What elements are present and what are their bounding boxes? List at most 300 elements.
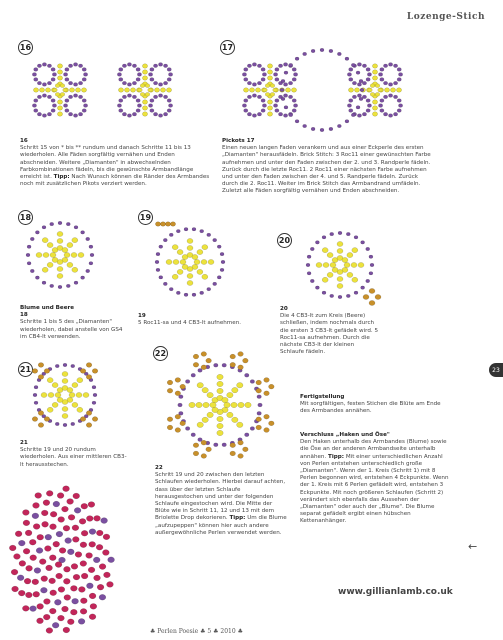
bead [243,358,249,363]
bead [37,64,41,68]
bead [167,417,173,422]
bead [170,222,175,226]
bead [275,99,279,103]
bead [148,73,152,77]
bead [327,253,333,258]
bead [207,287,211,290]
bead [372,112,377,116]
haken-tip: Mit einer unterschiedlichen Anzahl von Perlen entstehen unterschiedlich große „Diamanten". Wenn der 1. Kreis (Schritt 1) mit 8 Perlen begonnen wird, entstehen 4 Eckpunkte. Wenn der 1. Kreis mit 6 Perlen gefädelt wird, entstehen 3 Eckpunkte. Mit noch größeren Schlaufen (Schritt 2) verändert sich ebenfalls das Aussehen der „Diamanten" oder auch der „Blume". Die Blume separat gefädelt ergibt einen hübschen Kettenanhänger. [300,453,449,525]
bead [270,92,274,96]
bead [384,88,389,92]
bead [72,525,79,531]
bead [130,88,135,92]
bead [74,281,78,284]
bead [63,525,70,531]
bead [283,63,287,67]
bead [247,112,251,116]
bead [67,243,73,248]
bead [140,92,144,96]
bead [337,276,343,281]
caption-22-tip: Um die Blume „aufzupeppen" können hier auch andere außergewöhnliche Perlen verwendet werden. [155,515,287,536]
caption-20-text: Die 4 CB3-lt zum Kreis (Beere) schließen, indem nochmals durch die ersten 3 CB3-lt gefädelt wird. 5 Roc11-sa aufnehmen. Durch die nächste CB3-lt der kleinen Schlaufe fädeln. [280,313,379,356]
bead [142,76,147,80]
caption-step-17 [222,138,434,196]
bead [156,252,160,255]
bead [201,440,207,445]
bead [323,262,329,267]
bead [68,95,72,99]
bead [142,100,147,104]
bead [25,530,32,536]
bead [275,68,279,72]
bead [258,403,262,407]
bead [65,109,69,113]
bead [32,73,36,77]
bead [182,264,188,269]
caption-16-tip: Nach Wunsch können die Ränder des Armbandes noch mit zusätzlichen Pikots verziert werden. [20,174,210,188]
bead [252,94,256,98]
bead [153,64,157,68]
bead [222,397,228,402]
bead [347,104,351,108]
bead [349,99,353,103]
bead [163,64,167,68]
bead [75,88,80,92]
bead [362,64,366,68]
bead [201,365,207,370]
bead [167,68,171,72]
bead [252,114,256,118]
bead [23,548,30,554]
bead [261,68,265,72]
bead [231,402,237,407]
bead [101,518,108,524]
bead [380,99,384,103]
bead [47,243,53,248]
bead [12,586,19,592]
bead [383,95,387,99]
step-number-17: 17 [220,40,235,55]
bead [124,88,129,92]
bead [78,64,82,68]
bead [357,83,361,87]
bead [51,99,55,103]
bead [256,388,262,393]
bead [337,283,343,288]
caption-18-number: 18 [20,312,28,319]
bead [78,95,82,99]
bead [92,369,98,374]
bead [47,64,51,68]
bead [191,433,195,437]
bead [291,88,296,92]
bead [53,88,57,92]
bead [375,92,379,96]
bead [393,81,397,85]
bead [264,414,270,419]
bead [50,252,56,257]
bead [38,423,44,428]
bead [238,352,244,357]
bead [269,421,275,426]
bead [33,591,40,597]
bead [63,88,67,92]
bead [278,64,282,68]
bead [327,272,333,277]
bead [295,57,299,60]
bead [62,406,68,411]
bead [59,548,66,554]
bead [73,83,77,87]
bead [275,109,279,113]
bead [352,81,356,85]
bead [65,78,69,82]
bead [30,555,37,561]
bead [57,231,63,236]
bead [380,68,384,72]
bead [237,382,243,387]
bead [363,294,369,299]
bead [71,364,75,367]
bead [166,259,172,264]
bead [329,49,333,52]
bead [230,451,236,456]
bead [18,590,25,596]
bead [366,247,370,250]
bead [34,568,41,574]
bead [81,88,86,92]
bead [158,83,162,87]
bead [267,64,272,68]
bead [167,380,173,385]
bead [367,73,371,77]
bead [22,510,29,516]
caption-21-text: Schritte 19 und 20 rundum wiederholen. Aus einer mittleren CB3-lt herausstechen. [20,447,127,468]
bead [79,518,86,524]
bead [187,245,193,250]
bead [83,73,87,77]
bead [352,95,356,99]
bead [369,300,375,305]
bead [81,276,85,279]
bead [212,407,218,412]
bead [396,88,401,92]
bead [242,73,246,77]
bead [35,231,39,234]
bead [393,112,397,116]
bead [90,253,94,256]
bead [356,71,360,74]
bead [293,73,297,77]
caption-16-tip-label: Tipp: [53,174,70,181]
bead [247,64,251,68]
bead [76,392,82,397]
bead [23,520,30,526]
bead [220,268,224,271]
bead [306,263,310,266]
bead [56,531,63,537]
bead [132,81,136,85]
bead [81,573,88,579]
bead [32,104,36,108]
bead [346,294,350,297]
bead [35,493,42,499]
bead [58,587,65,593]
bead [72,598,79,604]
bead [81,503,88,509]
bead [342,258,348,263]
bead [45,534,52,540]
bead [65,99,69,103]
bead [138,88,142,92]
bead [57,397,63,402]
bead [49,578,56,584]
bead [206,358,212,363]
bead [34,401,38,404]
bead [142,106,147,110]
bead [193,451,199,456]
bead [370,92,374,96]
bead [397,109,401,113]
bead [347,253,353,258]
bead [34,68,38,72]
bead [9,545,16,551]
step-number-19: 19 [138,210,153,225]
bead [284,106,288,109]
bead [284,71,288,74]
bead [315,286,319,289]
bead [189,402,195,407]
bead [50,511,57,517]
step-number-20: 20 [277,233,292,248]
bead [88,502,95,508]
bead [62,506,69,512]
bead [32,369,38,374]
bead [44,599,51,605]
bead [82,99,86,103]
bead [168,104,172,108]
bead [283,114,287,118]
bead [37,604,44,610]
bead [55,92,59,96]
bead [201,259,207,264]
bead [34,386,38,389]
bead [261,78,265,82]
bead [22,605,29,611]
bead [57,238,63,243]
bead [72,383,78,388]
bead [72,238,78,243]
bead [175,378,181,383]
bead [67,388,73,393]
bead [83,104,87,108]
bead [176,291,180,294]
bead [70,609,77,615]
bead [292,68,296,72]
bead [347,272,353,277]
bead [197,269,203,274]
bead [62,371,68,376]
bead [49,608,56,614]
bead [338,295,342,298]
bead [351,63,355,66]
bead [117,104,121,108]
bead [58,615,65,621]
bead [47,262,53,267]
bead [63,486,70,492]
bead [388,83,392,87]
bead [201,454,207,459]
bead [52,402,58,407]
bead [366,99,370,103]
bead [338,231,342,234]
bead [47,95,51,99]
bead [173,259,179,264]
bead [202,387,208,392]
caption-step-16 [20,138,210,188]
bead [238,440,244,445]
bead [337,124,341,127]
bead [362,112,366,116]
bead [224,402,230,407]
bead [196,402,202,407]
bead [159,245,163,248]
bead [349,109,353,113]
bead [366,68,370,72]
bead [169,287,173,290]
bead [264,391,270,396]
bead [51,68,55,72]
bead [202,417,208,422]
bead [397,78,401,82]
bead [57,106,62,110]
bead [93,557,100,563]
haken-text: Den Haken unterhalb des Armbandes (Blume) sowie die Öse an der anderen Armbandseite unterhalb annähen. [300,439,447,460]
bead [80,542,87,548]
bead [281,79,285,82]
bead [119,68,123,72]
bead [366,109,370,113]
bead [34,109,38,113]
bead [163,95,167,99]
caption-step-22 [155,465,287,537]
bead [86,375,92,380]
bead [359,79,363,82]
bead [372,106,377,110]
bead [30,606,37,612]
bead [69,88,74,92]
bead [27,262,31,265]
bead [90,603,97,609]
bead [42,281,46,284]
bead [150,99,154,103]
bead [119,99,123,103]
bead [303,124,307,127]
bead [288,95,292,99]
bead [247,81,251,85]
bead [89,245,93,248]
bead [65,538,72,544]
bead [357,94,361,98]
bead [48,392,54,397]
bead [47,407,53,412]
bead [344,262,350,267]
bead [217,381,223,386]
bead [354,236,358,239]
bead [372,100,377,104]
bead [103,534,110,540]
bead [207,392,213,397]
bead [187,280,193,285]
bead [375,84,379,88]
bead [150,78,154,82]
bead [117,73,121,77]
bead [163,81,167,85]
bead [155,222,160,226]
bead [42,521,49,527]
bead [207,412,213,417]
bead [257,81,261,85]
bead [75,552,82,558]
bead [63,423,67,426]
bead [86,423,92,428]
bead [184,293,188,296]
bead [62,413,68,418]
bead [74,226,78,229]
bead [217,388,223,393]
bead [119,78,123,82]
bead [275,78,279,82]
bead [132,64,136,68]
bead [351,113,355,116]
bead [49,555,56,561]
bead [347,73,351,77]
bead [119,109,123,113]
bead [398,73,402,77]
bead [245,433,249,437]
bead [370,84,374,88]
caption-step-20 [280,306,380,356]
bead [136,99,140,103]
bead [315,241,319,244]
bead [222,443,226,447]
bead [127,83,131,87]
bead [357,114,361,118]
bead [51,109,55,113]
bead [208,259,214,264]
caption-16-text: Schritt 15 von * bis ** rundum und danach Schritte 11 bis 13 wiederholen. Alle Fäden sorgfältig vernähen und Enden abschneiden. Weitere „Diamanten" in abwechselnden Farbkombinationen fädeln, bis die gewünschte Armbandlänge erreicht ist. [20,145,194,181]
bead [354,291,358,294]
bead [311,49,315,52]
bead [39,559,46,565]
bead [50,524,57,530]
caption-17-title: Pickots 17 [222,138,255,144]
bead [167,388,173,393]
bead [57,273,63,278]
bead [78,112,82,116]
bead [108,557,115,563]
bead [249,88,254,92]
bead [262,73,266,77]
bead [238,402,244,407]
caption-17-text: Einen neuen langen Faden verankern und aus einer Eckperle des ersten „Diamanten" herausfädeln. Brick Stitch: 3 Roc11 einer gewünschten Farbe aufnehmen und unter den Faden zwischen der 2. und 3. Randperle fädeln. Zurück durch die letzte Roc11. 2 Roc11 einer nächsten Farbe aufnehmen und unter den Faden zwischen der 4. und 5. Randperle fädeln. Zurück durch die 2. Roc11. Weiter im Brick Stitch das Armbandrand umfädeln. Zuletzt alle Fäden sorgfältig vernähen und Enden abschneiden. [222,145,431,195]
bead [50,590,57,596]
website-url[interactable]: www.gillianlamb.co.uk [338,587,453,597]
bead [70,585,77,591]
bead [57,76,62,80]
bead [67,549,74,555]
bead [89,593,96,599]
